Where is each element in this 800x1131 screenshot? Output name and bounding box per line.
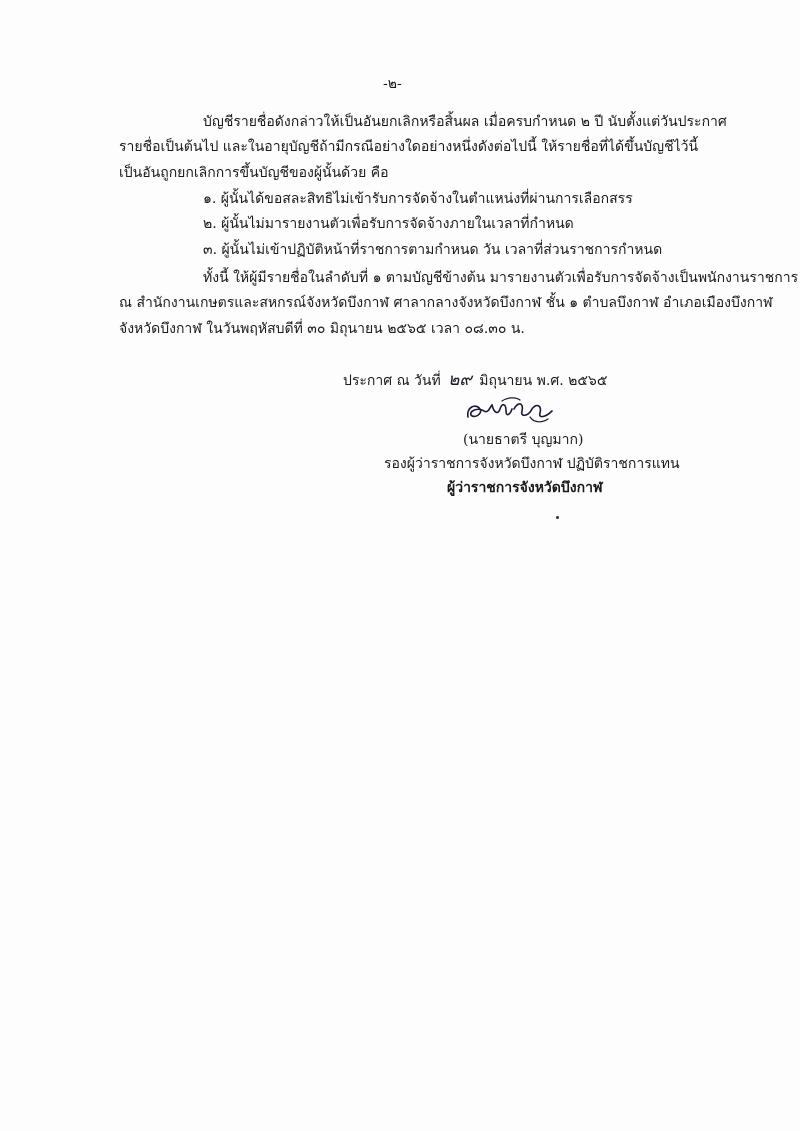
list-item: ๑. ผู้นั้นได้ขอสละสิทธิไม่เข้ารับการจัดจ้างในตำแหน่งที่ผ่านการเลือกสรร [203, 191, 633, 207]
paragraph-1-line-2: รายชื่อเป็นต้นไป และในอายุบัญชีถ้ามีกรณีอย่างใดอย่างหนึ่งดังต่อไปนี้ ให้รายชื่อที่ได้ขึ้นบัญชีไว้นี้ [119, 139, 699, 155]
list-item: ๒. ผู้นั้นไม่มารายงานตัวเพื่อรับการจัดจ้างภายในเวลาที่กำหนด [203, 216, 574, 232]
signatory-name: (นายธาตรี บุญมาก) [463, 432, 584, 448]
signatory-position-line-2: ผู้ว่าราชการจังหวัดบึงกาฬ [447, 480, 603, 496]
paragraph-2-line-3: จังหวัดบึงกาฬ ในวันพฤหัสบดีที่ ๓๐ มิถุนายน ๒๕๖๕ เวลา ๐๘.๓๐ น. [119, 321, 525, 337]
paragraph-1-line-3: เป็นอันถูกยกเลิกการขึ้นบัญชีของผู้นั้นด้วย คือ [119, 165, 389, 181]
page-number: -๒- [383, 76, 402, 92]
stray-dot-mark [556, 516, 559, 519]
handwritten-day: ๒๙ [448, 370, 472, 390]
handwritten-signature [462, 395, 558, 429]
signatory-position-line-1: รองผู้ว่าราชการจังหวัดบึงกาฬ ปฏิบัติราชการแทน [384, 456, 680, 472]
announcement-prefix: ประกาศ ณ วันที่ [343, 373, 441, 389]
paragraph-2-line-1: ทั้งนี้ ให้ผู้มีรายชื่อในลำดับที่ ๑ ตามบัญชีข้างต้น มารายงานตัวเพื่อรับการจัดจ้างเป็นพนักงานราชการ [203, 270, 799, 286]
announcement-date-line [343, 370, 607, 391]
paragraph-1-line-1: บัญชีรายชื่อดังกล่าวให้เป็นอันยกเลิกหรือสิ้นผล เมื่อครบกำหนด ๒ ปี นับตั้งแต่วันประกาศ [203, 114, 727, 130]
paragraph-2-line-2: ณ สำนักงานเกษตรและสหกรณ์จังหวัดบึงกาฬ ศาลากลางจังหวัดบึงกาฬ ชั้น ๑ ตำบลบึงกาฬ อำเภอเมืองบึงกาฬ [119, 295, 773, 311]
list-item: ๓. ผู้นั้นไม่เข้าปฏิบัติหน้าที่ราชการตามกำหนด วัน เวลาที่ส่วนราชการกำหนด [203, 242, 663, 258]
announcement-suffix: มิถุนายน พ.ศ. ๒๕๖๕ [479, 373, 608, 389]
